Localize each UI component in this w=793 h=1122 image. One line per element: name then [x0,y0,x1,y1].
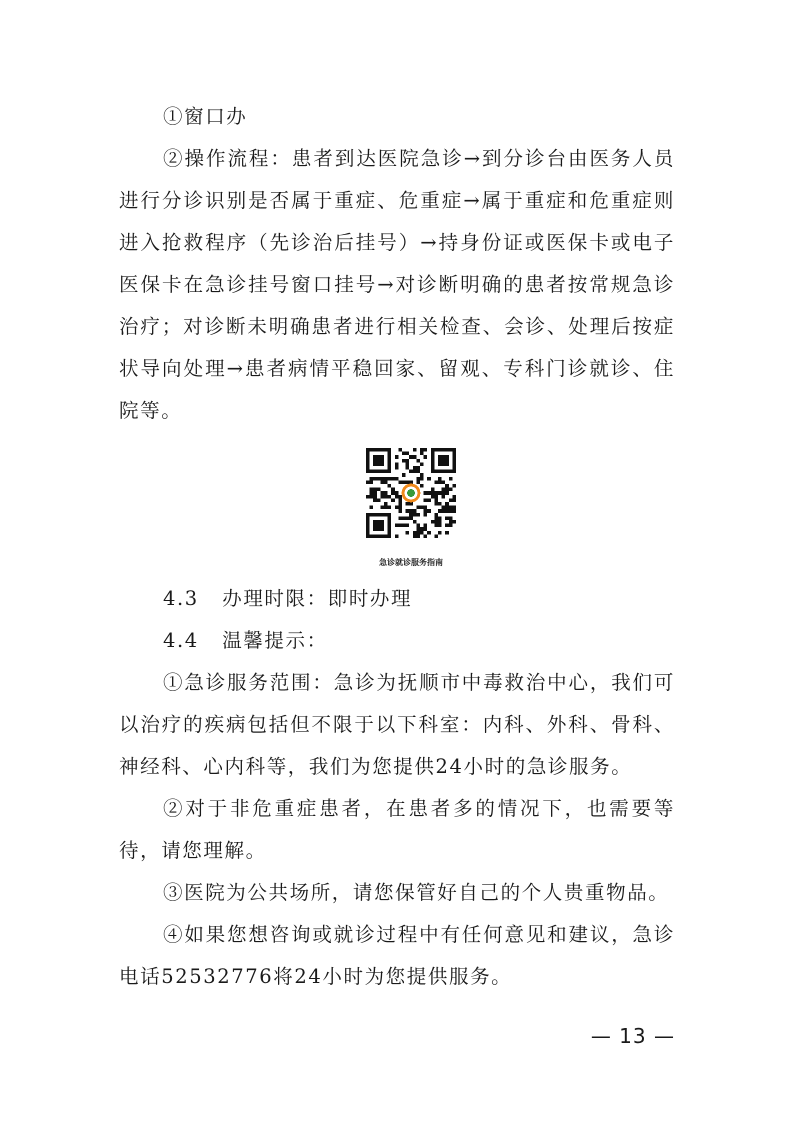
section-4-3 [119,578,675,620]
qr-block [119,440,675,572]
tip-3: ③医院为公共场所，请您保管好自己的个人贵重物品。 [163,881,670,904]
qr-code-icon[interactable] [366,448,456,538]
section-number: 4.3 [163,587,199,610]
qr-caption: 急诊就诊服务指南 [379,558,443,567]
section-title: 温馨提示： [222,629,328,652]
paragraph-procedure: ②操作流程：患者到达医院急诊→到分诊台由医务人员进行分诊识别是否属于重症、危重症→属于重症和危重症则进入抢救程序（先诊治后挂号）→持身份证或医保卡或电子医保卡在急诊挂号窗口挂号→对诊断明确的患者按常规急诊治疗；对诊断未明确患者进行相关检查、会诊、处理后按症状导向处理→患者病情平稳回家、留观、专科门诊就诊、住院等。 [119,147,675,422]
section-number: 4.4 [163,629,199,652]
paragraph-window: ①窗口办 [163,105,248,128]
section-4-4 [119,620,675,662]
tip-4: ④如果您想咨询或就诊过程中有任何意见和建议，急诊电话52532776将24小时为您提供服务。 [119,923,675,988]
qr-figure [366,448,456,569]
section-title: 办理时限：即时办理 [222,587,413,610]
tip-1: ①急诊服务范围：急诊为抚顺市中毒救治中心，我们可以治疗的疾病包括但不限于以下科室：内科、外科、骨科、神经科、心内科等，我们为您提供24小时的急诊服务。 [119,671,675,778]
document-body [119,96,675,998]
tip-2: ②对于非危重症患者，在患者多的情况下，也需要等待，请您理解。 [119,797,675,862]
page-number: — 13 — [590,1024,675,1048]
